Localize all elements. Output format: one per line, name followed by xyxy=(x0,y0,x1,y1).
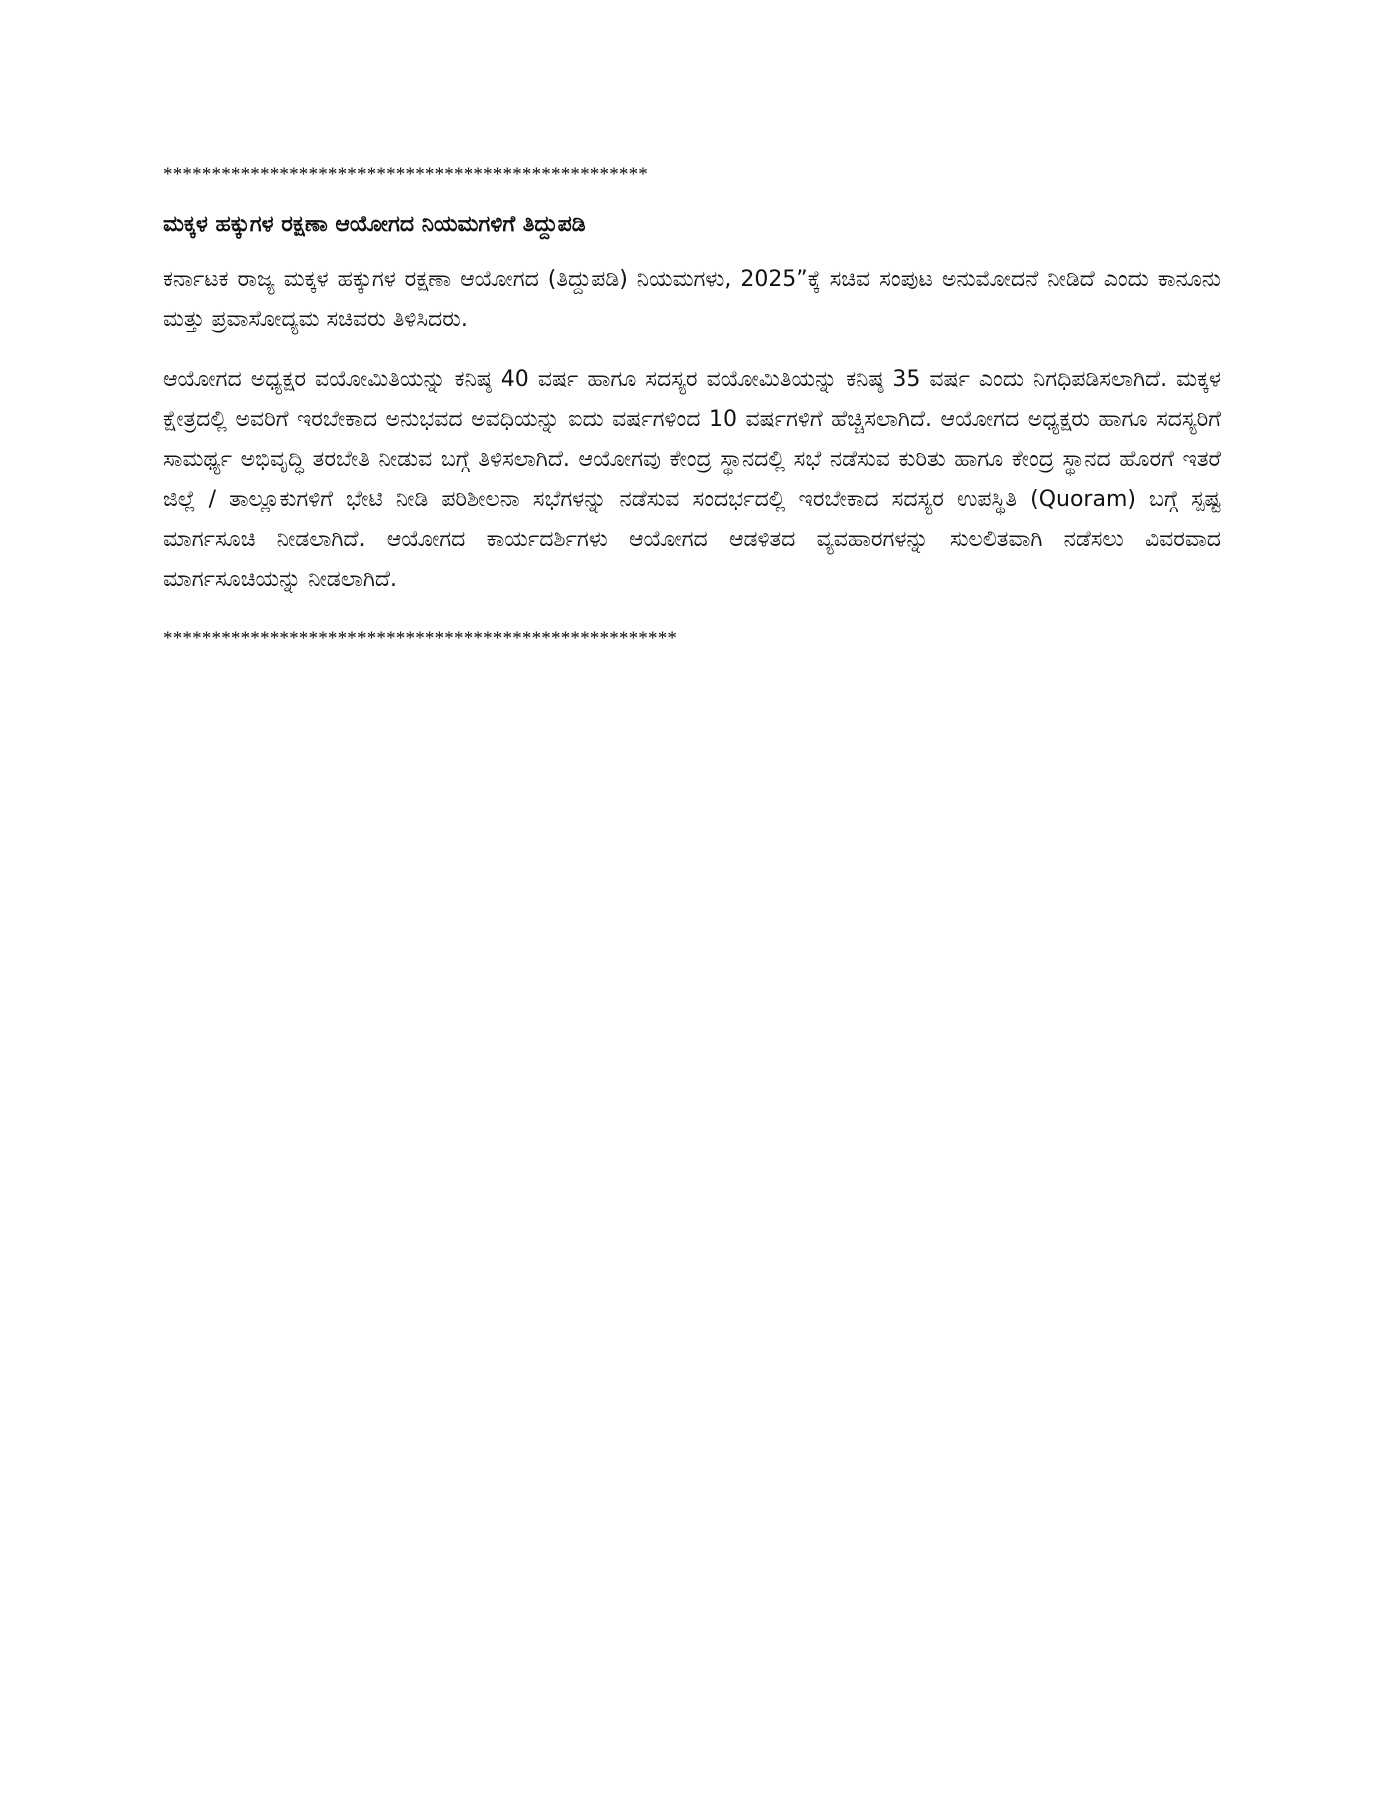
paragraph-1: ಕರ್ನಾಟಕ ರಾಜ್ಯ ಮಕ್ಕಳ ಹಕ್ಕುಗಳ ರಕ್ಷಣಾ ಆಯೋಗದ (ತಿದ್ದುಪಡಿ) ನಿಯಮಗಳು, 2025”ಕ್ಕೆ ಸಚಿವ ಸಂಪುಟ ಅನುಮೋದನೆ ನೀಡಿದೆ ಎಂದು ಕಾನೂನು ಮತ್ತು ಪ್ರವಾಸೋದ್ಯಮ ಸಚಿವರು ತಿಳಿಸಿದರು. xyxy=(163,267,1221,332)
separator-top: ************************************************** xyxy=(163,164,648,185)
separator-bottom: ***************************************************** xyxy=(163,628,678,649)
paragraph-2: ಆಯೋಗದ ಅಧ್ಯಕ್ಷರ ವಯೋಮಿತಿಯನ್ನು ಕನಿಷ್ಠ 40 ವರ್ಷ ಹಾಗೂ ಸದಸ್ಯರ ವಯೋಮಿತಿಯನ್ನು ಕನಿಷ್ಠ 35 ವರ್ಷ ಎಂದು ನಿಗಧಿಪಡಿಸಲಾಗಿದೆ. ಮಕ್ಕಳ ಕ್ಷೇತ್ರದಲ್ಲಿ ಅವರಿಗೆ ಇರಬೇಕಾದ ಅನುಭವದ ಅವಧಿಯನ್ನು ಐದು ವರ್ಷಗಳಿಂದ 10 ವರ್ಷಗಳಿಗೆ ಹೆಚ್ಚಿಸಲಾಗಿದೆ. ಆಯೋಗದ ಅಧ್ಯಕ್ಷರು ಹಾಗೂ ಸದಸ್ಯರಿಗೆ ಸಾಮರ್ಥ್ಯ ಅಭಿವೃದ್ಧಿ ತರಬೇತಿ ನೀಡುವ ಬಗ್ಗೆ ತಿಳಿಸಲಾಗಿದೆ. ಆಯೋಗವು ಕೇಂದ್ರ ಸ್ಥಾನದಲ್ಲಿ ಸಭೆ ನಡೆಸುವ ಕುರಿತು ಹಾಗೂ ಕೇಂದ್ರ ಸ್ಥಾನದ ಹೊರಗೆ ಇತರೆ ಜಿಲ್ಲೆ / ತಾಲ್ಲೂಕುಗಳಿಗೆ ಭೇಟಿ ನೀಡಿ ಪರಿಶೀಲನಾ ಸಭೆಗಳನ್ನು ನಡೆಸುವ ಸಂದರ್ಭದಲ್ಲಿ ಇರಬೇಕಾದ ಸದಸ್ಯರ ಉಪಸ್ಥಿತಿ (Quoram) ಬಗ್ಗೆ ಸ್ಪಷ್ಟ ಮಾರ್ಗಸೂಚಿ ನೀಡಲಾಗಿದೆ. ಆಯೋಗದ ಕಾರ್ಯದರ್ಶಿಗಳು ಆಯೋಗದ ಆಡಳಿತದ ವ್ಯವಹಾರಗಳನ್ನು ಸುಲಲಿತವಾಗಿ ನಡೆಸಲು ವಿವರವಾದ ಮಾರ್ಗಸೂಚಿಯನ್ನು ನೀಡಲಾಗಿದೆ. xyxy=(163,367,1221,592)
document-heading: ಮಕ್ಕಳ ಹಕ್ಕುಗಳ ರಕ್ಷಣಾ ಆಯೋಗದ ನಿಯಮಗಳಿಗೆ ತಿದ್ದುಪಡಿ xyxy=(163,212,586,237)
document-body xyxy=(163,160,1221,654)
